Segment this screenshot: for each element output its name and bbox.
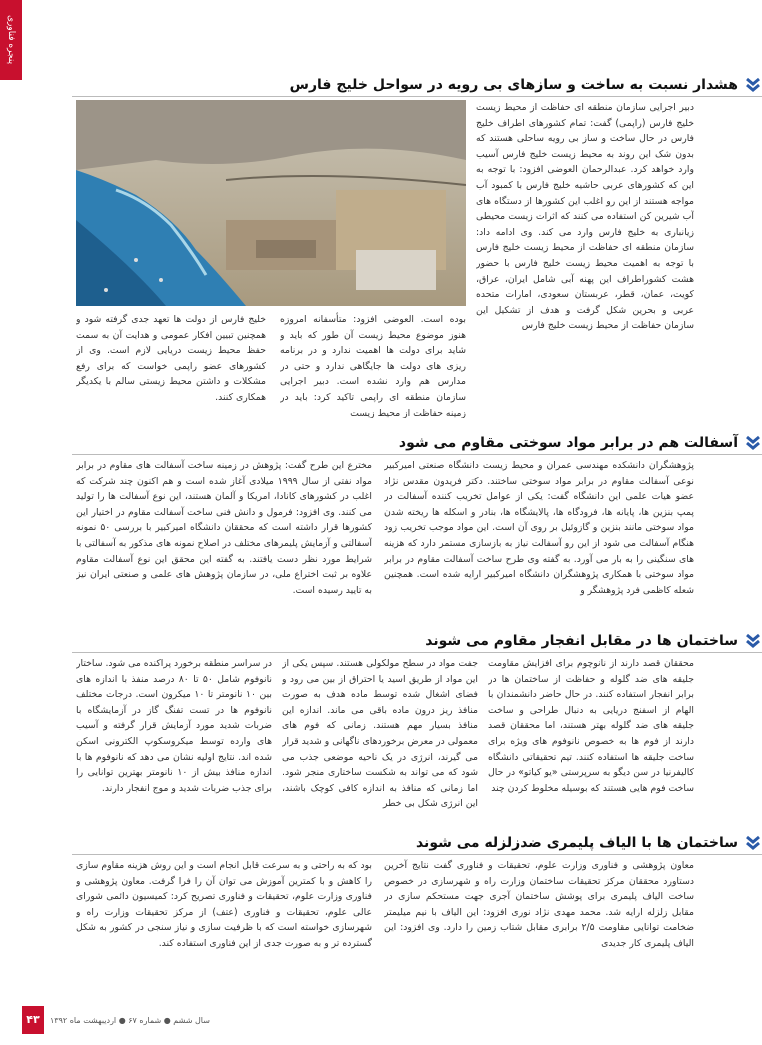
- chevron-down-icon: [744, 632, 762, 650]
- article1-text-left: خلیج فارس از دولت ها تعهد جدی گرفته شود و همچنین تبیین افکار عمومی و هدایت آن به سمت حفظ محیط زیست دریایی لازم است. وی از کشورهای عضو راپمی خواست که برای رفع مشکلات و داشتن محیط زیستی سالم با یکدیگر همکاری کنند.: [76, 314, 266, 403]
- article1-column-middle: [280, 312, 466, 418]
- article3-column-right: [488, 656, 694, 822]
- article1-header: [72, 74, 762, 97]
- article4-text-left: بود که به راحتی و به سرعت قابل انجام است و این روش هزینه مقاوم سازی را کاهش و با کمترین آموزش می توان آن را فرا گرفت. معاون پژوهشی و فناوری وزارت علوم، تحقیقات و فناوری تصریح کرد: کمیسیون دائمی شورای عالی علوم، تحقیقات و فناوری (عتف) از مرکز تحقیقات وزارت راه و شهرسازی خواسته است که با ظرفیت سازی و نیاز سنجی در کشور به شکل گسترده تر و به صورت جدی از این فناوری استفاده کند.: [76, 860, 372, 949]
- article3-header: [72, 630, 762, 653]
- article1-column-left: [76, 312, 266, 418]
- article4-text-right: معاون پژوهشی و فناوری وزارت علوم، تحقیقات و فناوری گفت نتایج آخرین دستاورد محققان مرکز تحقیقات ساختمان وزارت راه و شهرسازی در خصوص ساخت الیاف پلیمری برای پوشش ساختمان آجری جهت مستحکم سازی در مقابل زلزله ارایه شد. محمد مهدی نژاد نوری افزود: این الیاف با نیم میلیمتر ضخامت توانایی مقاومت ۲/۵ برابری مقابل شتاب زمین را دارد. وی افزود: این الیاف پلیمری کار جدیدی: [384, 860, 694, 949]
- article1-column-right: [476, 100, 694, 418]
- chevron-down-icon: [744, 434, 762, 452]
- article2-header: [72, 432, 762, 455]
- article2-column-left: [76, 458, 372, 618]
- article3-column-middle: [282, 656, 478, 822]
- article3-text-right: محققان قصد دارند از نانوچوم برای افزایش مقاومت جلیقه های ضد گلوله و حفاظت از ساختمان ها در برابر انفجار استفاده کنند. در حال حاضر دانشمندان با الهام از اسفنج دریایی به دنبال طراحی و ساخت جلیقه های ضد گلوله بهتر هستند، اما محققان قصد دارند از فوم ها به خصوص نانوفوم های ویژه برای ساخت جلیقه ها استفاده کنند. تیم تحقیقاتی دانشگاه کالیفرنیا در سن دیگو به سرپرستی «یو کیاتو» در حال ساخت فوم هایی هستند که بوسیله مخلوط کردن چند: [488, 658, 694, 794]
- article3-title: ساختمان ها در مقابل انفجار مقاوم می شوند: [425, 633, 738, 649]
- article1-text-middle: بوده است. العوضی افزود: متأسفانه امروزه هنوز موضوع محیط زیست آن طور که باید و شاید برای دولت ها اهمیت ندارد و در برنامه ریزی های دولت ها جایگاهی ندارد و حتی در مدارس هم وارد نشده است. دبیر اجرایی سازمان منطقه ای راپمی تاکید کرد: باید در زمینه حفاظت از محیط زیست: [280, 314, 466, 418]
- article4-column-right: [384, 858, 694, 986]
- article3-text-middle: جفت مواد در سطح مولکولی هستند. سپس یکی از این مواد از طریق اسید یا احتراق از بین می رود و فضای اشغال شده توسط ماده هدف به صورت منافذ ریز درون ماده باقی می ماند. اندازه این منافذ بسیار مهم هستند. زمانی که فوم های معمولی در معرض برخوردهای ناگهانی و شدید قرار می گیرند، انرژی در یک ناحیه موضعی جذب می شود که می تواند به شکست ساختاری منجر شود. اما زمانی که منافذ به اندازه کافی کوچک باشند، این انرژی شکل بی خطر: [282, 658, 478, 810]
- coastline-aerial-photo: [76, 100, 466, 306]
- article1-title: هشدار نسبت به ساخت و سازهای بی رویه در سواحل خلیج فارس: [289, 77, 738, 93]
- article4-column-left: [76, 858, 372, 986]
- chevron-down-icon: [744, 76, 762, 94]
- article3-column-left: [76, 656, 272, 822]
- article4-title: ساختمان ها با الیاف پلیمری ضدزلزله می شوند: [415, 835, 738, 851]
- article2-text-left: مخترع این طرح گفت: پژوهش در زمینه ساخت آسفالت های مقاوم در برابر مواد نفتی از سال ۱۹۹۹ میلادی آغاز شده است و هم اکنون چند شرکت که اغلب در کشورهای کانادا، امریکا و آلمان هستند، این نوع آسفالت ها را تولید می کنند. وی افزود: فرمول و دانش فنی ساخت آسفالت مقاوم در اختیار این کشورها قرار داشته است که محققان دانشگاه امیرکبیر با بررسی ۵۰ نمونه آسفالتی و آزمایش پلیمرهای مختلف در اصلاح نمونه های مذکور به آسفالتی با شرایط مورد نظر دست یافتند. به گفته این محقق این نوع آسفالت مقاوم علاوه بر ثبت اختراع ملی، در سازمان پژوهش های علمی و صنعتی ایران نیز به تایید رسیده است.: [76, 460, 372, 596]
- article4-header: [72, 832, 762, 855]
- article2-title: آسفالت هم در برابر مواد سوختی مقاوم می شود: [398, 435, 738, 451]
- page-number: ۴۳: [22, 1006, 44, 1034]
- section-tab-label: پنجره فناوری: [6, 15, 16, 65]
- article2-text-right: پژوهشگران دانشکده مهندسی عمران و محیط زیست دانشگاه صنعتی امیرکبیر نوعی آسفالت مقاوم در برابر مواد سوختی ساختند. دکتر فریدون مقدس نژاد عضو هیات علمی این دانشگاه گفت: یکی از عوامل تخریب کننده آسفالت در پمپ بنزین ها، پایانه ها، فرودگاه ها، پالایشگاه ها، بنادر و اسکله ها ریخته شدن مواد سوختی مانند بنزین و گازوئیل بر روی آن است. این مواد موجب تخریب زود هنگام آسفالت می شود از این رو آسفالت نیاز به بازسازی مستمر دارد که هزینه های سنگینی را به بار می آورد. به گفته وی طرح ساخت آسفالت مقاوم در برابر مواد سوختی با همکاری پژوهشگران دانشگاه امیرکبیر ارایه شده است. همچنین شعله کاظمی فرد پژوهشگر و: [384, 460, 694, 596]
- section-tab: [0, 0, 22, 80]
- chevron-down-icon: [744, 834, 762, 852]
- article1-text-right: دبیر اجرایی سازمان منطقه ای حفاظت از محیط زیست خلیج فارس (راپمی) گفت: تمام کشورهای اطراف خلیج فارس در حال ساخت و ساز بی رویه ساحلی هستند که بدون شک این روند به محیط زیست خلیج فارس آسیب وارد خواهد کرد. عبدالرحمان العوضی افزود: با توجه به این که کشورهای عربی حاشیه خلیج فارس با کمبود آب مواجه هستند از این رو اغلب این کشورها از دستگاه های آب شیرین کن استفاده می کنند که اثرات زیست محیطی زیانباری به خلیج فارس وارد می کند. وی ادامه داد: سازمان منطقه ای حفاظت از محیط زیست خلیج فارس با توجه به اهمیت محیط زیست خلیج فارس با حضور هشت کشوراطراف این پهنه آبی شامل ایران، عراق، کویت، عمان، قطر، عربستان سعودی، امارات متحده عربی و بحرین شکل گرفت و هدف از تشکیل این سازمان حفاظت از محیط زیست خلیج فارس: [476, 102, 694, 332]
- issue-footer: سال ششم ● شماره ۶۷ ● اردیبهشت ماه ۱۳۹۲: [50, 1016, 210, 1025]
- article3-text-left: در سراسر منطقه برخورد پراکنده می شود. ساختار نانوفوم شامل ۵۰ تا ۸۰ درصد منفذ با اندازه های بین ۱۰ نانومتر تا ۱۰ میکرون است. درجات مختلف نانوفوم ها در تست تفنگ گاز در آزمایشگاه با ضربات شدید مورد آزمایش قرار گرفته و آسیب های وارده توسط میکروسکوپ الکترونی اسکن شده اند. نتایج اولیه نشان می دهد که نانوفوم ها با اندازه منافذ بیش از ۱۰ نانومتر بهترین توانایی را برای جذب ضربات شدید و موج انفجار دارند.: [76, 658, 272, 794]
- article2-column-right: [384, 458, 694, 618]
